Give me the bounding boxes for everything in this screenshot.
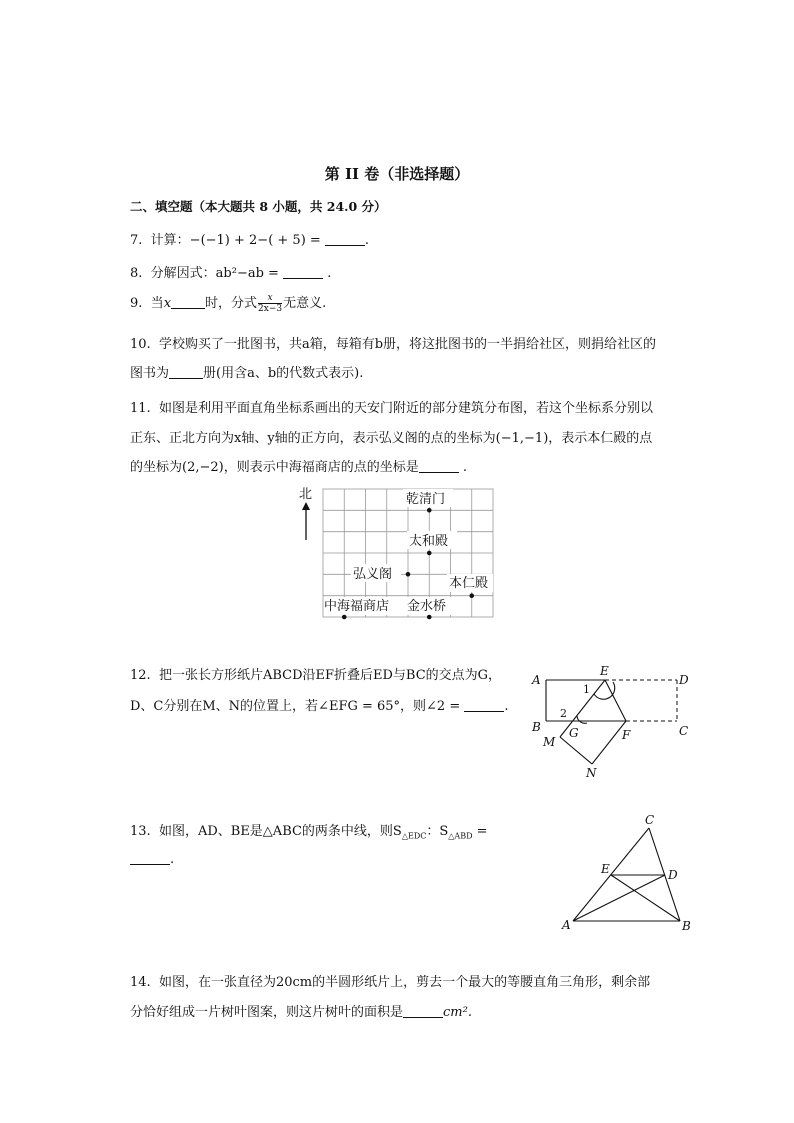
question-number: 11. (130, 401, 151, 416)
label-C: C (679, 724, 689, 738)
variable: x (163, 296, 172, 311)
question-number: 12. (130, 668, 151, 683)
label-E: E (600, 664, 609, 678)
segment-NF (592, 721, 626, 764)
question-text: 的坐标为(2,−2)，则表示中海福商店的点的坐标是 (130, 460, 419, 475)
answer-blank[interactable] (169, 364, 203, 379)
question-number: 13. (130, 824, 151, 839)
answer-blank[interactable] (283, 264, 323, 279)
section-header: 二、填空题（本大题共 8 小题，共 24.0 分） (130, 199, 387, 214)
subscript: △EDC (401, 831, 427, 841)
question-8 (130, 262, 331, 281)
answer-blank[interactable] (171, 294, 205, 309)
question-text: 分恰好组成一片树叶图案，则这片树叶的面积是 (130, 1005, 404, 1020)
question-text: 分解因式：ab²−ab = (150, 266, 284, 281)
text: 无意义. (283, 296, 327, 311)
label-F: F (622, 728, 631, 742)
question-text: 学校购买了一批图书，共a箱，每箱有b册，将这批图书的一半捐给社区，则捐给社区的 (158, 337, 657, 352)
fraction-numerator: x (258, 293, 282, 304)
question-number: 8. (130, 266, 143, 281)
question-text: D、C分别在M、N的位置上，若∠EFG = 65°，则∠2 = (130, 699, 465, 714)
page-title: 第 II 卷（非选择题） (324, 165, 470, 183)
question-text: ：S (426, 824, 449, 839)
question-14-line-2 (130, 1001, 472, 1020)
label-1: 1 (583, 683, 590, 696)
fold-figure (525, 660, 700, 780)
question-7 (130, 229, 369, 248)
label-zhonghaifu: 中海福商店 (324, 599, 390, 614)
question-text: 如图是利用平面直角坐标系画出的天安门附近的部分建筑分布图，若这个坐标系分别以 (158, 401, 653, 416)
label-B: B (532, 720, 541, 734)
question-10-line-1 (130, 333, 656, 352)
point-taihedian (427, 551, 432, 556)
label-2: 2 (560, 707, 567, 720)
answer-blank[interactable] (464, 697, 504, 712)
segment-MN (560, 737, 592, 764)
question-text: = (472, 824, 488, 839)
fraction (258, 293, 282, 314)
segment-EF (605, 680, 626, 721)
question-13-line-2 (130, 850, 174, 867)
question-9 (130, 292, 326, 314)
question-11-line-1 (130, 397, 653, 416)
question-12-line-1 (130, 664, 501, 683)
label-C: C (645, 813, 655, 827)
question-11-line-3 (130, 456, 467, 475)
label-benrendian: 本仁殿 (449, 576, 489, 591)
label-E: E (601, 862, 610, 876)
label-taihedian: 太和殿 (409, 534, 449, 549)
question-number: 10. (130, 337, 151, 352)
question-text: 计算：−(−1) + 2−( + 5) = (150, 233, 325, 248)
question-text: 把一张长方形纸片ABCD沿EF折叠后ED与BC的交点为G， (158, 668, 502, 683)
question-13-line-1 (130, 820, 488, 841)
period: . (364, 233, 370, 248)
question-12-line-2 (130, 695, 509, 714)
answer-blank[interactable] (419, 458, 459, 473)
text: 时，分式 (205, 296, 258, 311)
point-hongyige (406, 572, 411, 577)
angle-2-arc (577, 716, 587, 723)
period: . (504, 699, 509, 714)
label-hongyige: 弘义阁 (353, 567, 393, 582)
unit: cm². (443, 1005, 472, 1020)
question-number: 7. (130, 233, 143, 248)
label-A: A (562, 918, 571, 932)
answer-blank[interactable] (325, 231, 365, 246)
answer-blank[interactable] (403, 1003, 443, 1018)
map-figure (295, 482, 500, 622)
question-text: 如图，在一张直径为20cm的半圆形纸片上，剪去一个最大的等腰直角三角形，剩余部 (158, 975, 651, 990)
north-label: 北 (299, 487, 313, 502)
question-text: 如图，AD、BE是△ABC的两条中线，则S (158, 824, 402, 839)
question-11-line-2 (130, 427, 652, 446)
segment-AD (573, 875, 665, 921)
question-text: 册(用含a、b的代数式表示). (203, 366, 364, 381)
question-14-line-1 (130, 971, 650, 990)
label-jinshuiqiao: 金水桥 (407, 599, 447, 614)
period: . (327, 266, 332, 281)
label-D: D (668, 868, 678, 882)
text: 当 (150, 296, 164, 311)
point-zhonghaifu (342, 615, 347, 620)
question-text: 正东、正北方向为x轴、y轴的正方向，表示弘义阁的点的坐标为(−1,−1)，表示本仁殿的点 (130, 431, 653, 446)
label-N: N (586, 766, 597, 780)
question-10-line-2 (130, 362, 363, 381)
question-number: 14. (130, 975, 151, 990)
north-arrowhead-icon (302, 502, 310, 510)
point-jinshuiqiao (427, 615, 432, 620)
question-text: 图书为 (130, 366, 170, 381)
label-D: D (679, 673, 689, 687)
subscript: △ABD (448, 831, 473, 841)
label-G: G (569, 726, 579, 740)
label-A: A (532, 673, 541, 687)
period: . (462, 460, 467, 475)
point-benrendian (469, 593, 474, 598)
question-number: 9. (130, 296, 143, 311)
point-qianqingmen (427, 508, 432, 513)
fraction-denominator: 2x−3 (258, 304, 283, 314)
answer-blank[interactable] (130, 850, 170, 865)
period: . (170, 852, 175, 867)
label-qianqingmen: 乾清门 (406, 492, 446, 507)
label-M: M (543, 735, 556, 749)
label-B: B (682, 919, 691, 933)
triangle-figure (558, 812, 698, 937)
